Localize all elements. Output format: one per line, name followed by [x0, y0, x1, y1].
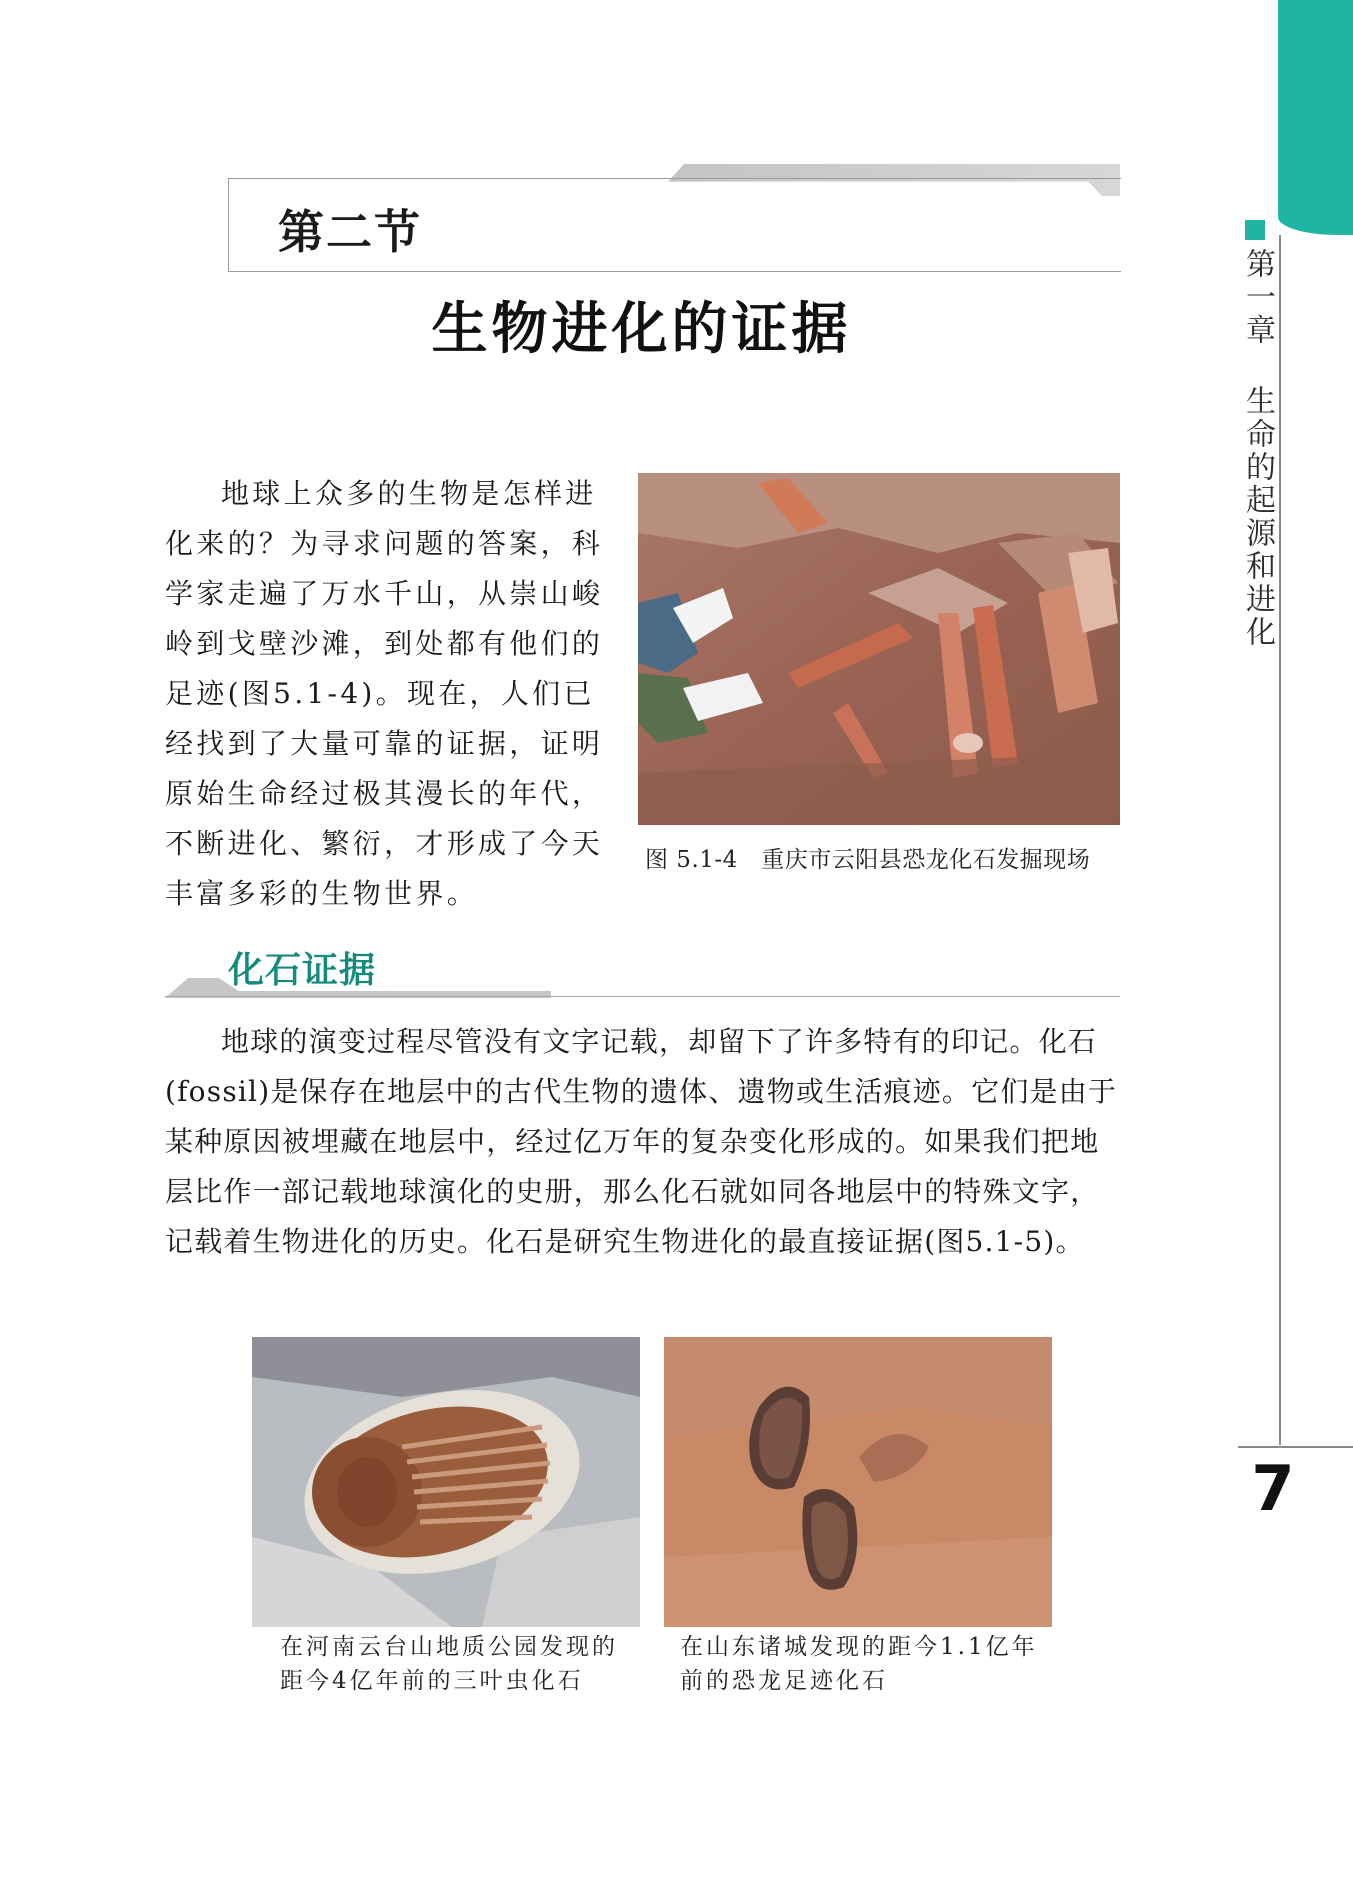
dinosaur-footprint-photo: [664, 1337, 1052, 1627]
trilobite-caption-line-2: 距今4亿年前的三叶虫化石: [280, 1668, 584, 1694]
page-number-rule: [1238, 1446, 1353, 1448]
chapter-strip-line: [1279, 235, 1281, 1445]
footprint-caption-line-2: 前的恐龙足迹化石: [680, 1668, 888, 1694]
intro-paragraph: 地球上众多的生物是怎样进化来的？为寻求问题的答案，科学家走遍了万水千山，从崇山峻岭到戈壁沙滩，到处都有他们的足迹(图5.1-4)。现在，人们已经找到了大量可靠的证据，证明原始生命经过极其漫长的年代，不断进化、繁衍，才形成了今天丰富多彩的生物世界。: [165, 477, 604, 910]
subsection-title: 化石证据: [228, 950, 377, 991]
section-title-text: 生物进化的证据: [431, 297, 852, 362]
trilobite-photo: [252, 1337, 640, 1627]
section-number: 第二节: [278, 205, 422, 259]
page-number: 7: [1251, 1452, 1295, 1525]
subsection-rule: [165, 996, 1120, 997]
fossil-paragraph: 地球的演变过程尽管没有文字记载，却留下了许多特有的印记。化石(fossil)是保存在地层中的古代生物的遗体、遗物或生活痕迹。它们是由于某种原因被埋藏在地层中，经过亿万年的复杂变化形成的。如果我们把地层比作一部记载地球演化的史册，那么化石就如同各地层中的特殊文字，记载着生物进化的历史。化石是研究生物进化的最直接证据(图5.1-5)。: [165, 1025, 1118, 1258]
section-title: [0, 285, 1353, 365]
excavation-photo: [638, 473, 1120, 825]
footprint-caption: [680, 1630, 1060, 1698]
figure-caption: 图 5.1-4 重庆市云阳县恐龙化石发掘现场: [645, 847, 1091, 873]
trilobite-caption-line-1: 在河南云台山地质公园发现的: [280, 1634, 618, 1660]
chapter-tab: [1278, 0, 1353, 235]
footprint-caption-line-1: 在山东诸城发现的距今1.1亿年: [680, 1634, 1038, 1660]
trilobite-caption: [280, 1630, 640, 1698]
chapter-label: 第一章 生命的起源和进化: [1240, 248, 1275, 649]
chapter-marker-icon: [1245, 220, 1265, 240]
